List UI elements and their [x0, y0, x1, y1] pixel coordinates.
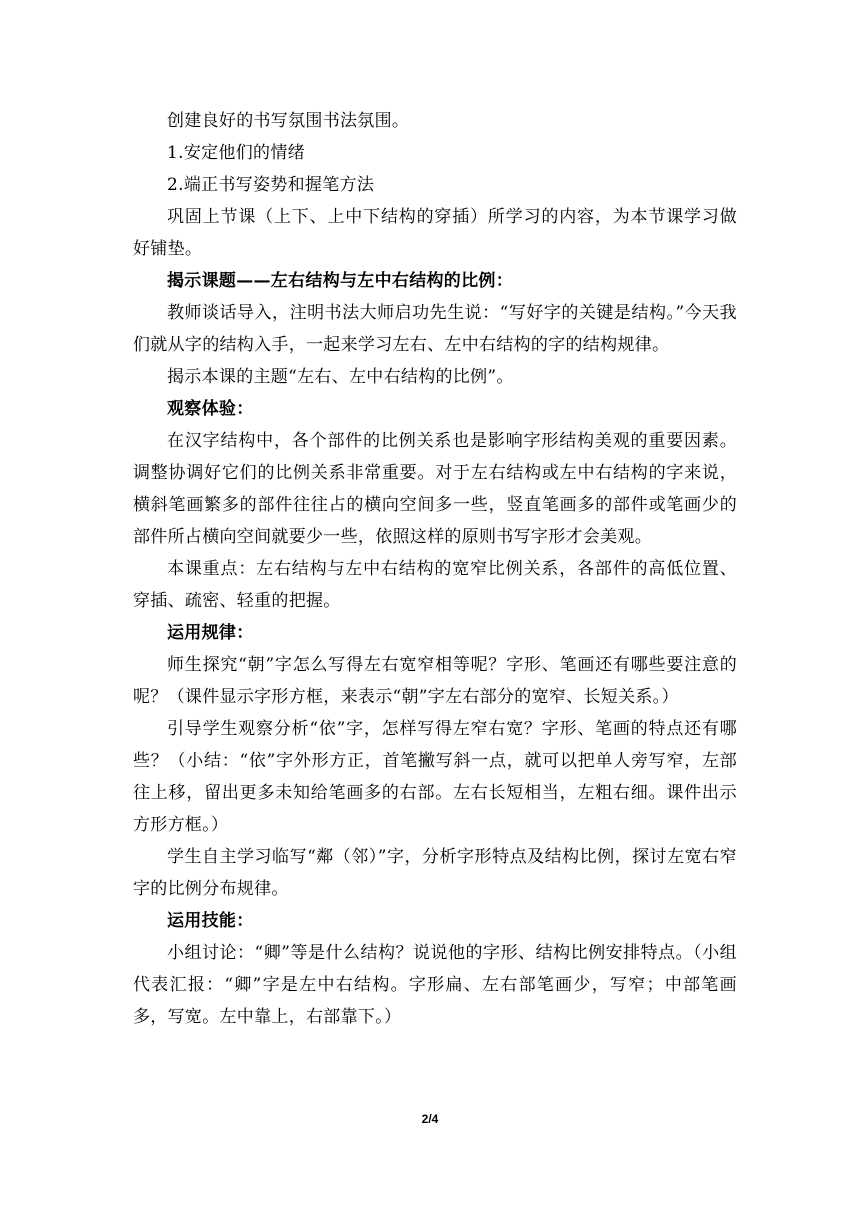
- section-heading: 运用规律：: [167, 623, 254, 643]
- paragraph: 教师谈话导入，注明书法大师启功先生说：“写好字的关键是结构。”今天我们就从字的结构入手，一起来学习左右、左中右结构的字的结构规律。: [133, 303, 737, 355]
- paragraph: 2.端正书写姿势和握笔方法: [167, 175, 375, 195]
- section-heading: 运用技能：: [167, 911, 254, 931]
- paragraph: 师生探究“朝”字怎么写得左右宽窄相等呢？字形、笔画还有哪些要注意的呢？（课件显示字形方框，来表示“朝”字左右部分的宽窄、长短关系。）: [133, 655, 737, 707]
- paragraph: 创建良好的书写氛围书法氛围。: [167, 111, 410, 131]
- paragraph: 本课重点：左右结构与左中右结构的宽窄比例关系，各部件的高低位置、穿插、疏密、轻重的把握。: [133, 559, 737, 611]
- paragraph: 学生自主学习临写“鄰（邻）”字，分析字形特点及结构比例，探讨左宽右窄字的比例分布规律。: [133, 847, 737, 899]
- paragraph: 巩固上节课（上下、上中下结构的穿插）所学习的内容，为本节课学习做好铺垫。: [133, 207, 737, 259]
- paragraph: 1.安定他们的情绪: [167, 143, 305, 163]
- paragraph: 引导学生观察分析“依”字，怎样写得左窄右宽？字形、笔画的特点还有哪些？（小结：“依”字外形方正，首笔撇写斜一点，就可以把单人旁写窄，左部往上移，留出更多未知给笔画多的右部。左右长短相当，左粗右细。课件出示方形方框。）: [133, 719, 737, 835]
- paragraph: 在汉字结构中，各个部件的比例关系也是影响字形结构美观的重要因素。调整协调好它们的比例关系非常重要。对于左右结构或左中右结构的字来说，横斜笔画繁多的部件往往占的横向空间多一些，竖直笔画多的部件或笔画少的部件所占横向空间就要少一些，依照这样的原则书写字形才会美观。: [133, 431, 737, 547]
- section-heading: 揭示课题——左右结构与左中右结构的比例：: [167, 271, 513, 291]
- section-heading: 观察体验：: [167, 399, 254, 419]
- document-body: [133, 105, 737, 1033]
- paragraph: 揭示本课的主题“左右、左中右结构的比例”。: [167, 367, 514, 387]
- paragraph: 小组讨论：“卿”等是什么结构？说说他的字形、结构比例安排特点。（小组代表汇报：“卿”字是左中右结构。字形扁、左右部笔画少，写窄；中部笔画多，写宽。左中靠上，右部靠下。）: [133, 943, 737, 1027]
- page-number: 2/4: [421, 1112, 439, 1126]
